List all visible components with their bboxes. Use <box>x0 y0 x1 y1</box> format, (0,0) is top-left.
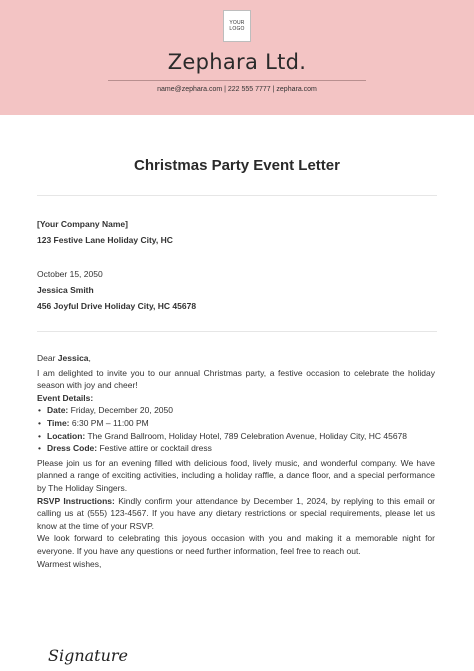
address-divider <box>37 331 437 332</box>
list-item: • Date: Friday, December 20, 2050 <box>37 404 435 417</box>
letter-body <box>37 352 435 570</box>
logo-text-line2: LOGO <box>229 26 245 32</box>
logo-text-line1: YOUR <box>229 20 245 26</box>
list-item: • Location: The Grand Ballroom, Holiday Hotel, 789 Celebration Avenue, Holiday City, HC 45678 <box>37 430 435 443</box>
event-details-list <box>37 404 435 454</box>
event-details-heading: Event Details: <box>37 392 94 403</box>
rsvp-paragraph: RSVP Instructions: Kindly confirm your attendance by December 1, 2024, by replying to this email or calling us at (555) 123-4567. If you have any dietary restrictions or special requirements, please let us know at the time of your RSVP. <box>37 495 436 531</box>
company-name: Zephara Ltd. <box>167 50 307 74</box>
signature: Signature <box>48 646 129 665</box>
recipient-name: Jessica Smith <box>37 285 94 295</box>
list-item: • Time: 6:30 PM – 11:00 PM <box>37 417 435 430</box>
sender-address: 123 Festive Lane Holiday City, HC <box>37 235 173 245</box>
letter-date: October 15, 2050 <box>37 269 103 279</box>
sign-off: Warmest wishes, <box>37 558 102 569</box>
letterhead <box>0 0 474 115</box>
contact-info: name@zephara.com | 222 555 7777 | zephara.com <box>157 86 317 93</box>
logo-placeholder <box>223 10 251 42</box>
recipient-address: 456 Joyful Drive Holiday City, HC 45678 <box>37 301 197 311</box>
greeting-name: Jessica <box>57 353 89 363</box>
letter-title: Christmas Party Event Letter <box>134 157 340 174</box>
closing-paragraph: We look forward to celebrating this joyous occasion with you and making it a memorable night for everyone. If you have any questions or need further information, feel free to reach out. <box>37 533 435 556</box>
greeting: Dear Jessica, <box>37 353 91 363</box>
list-item: • Dress Code: Festive attire or cocktail dress <box>37 442 435 455</box>
intro-paragraph: I am delighted to invite you to our annual Christmas party, a festive occasion to celebrate the holiday season with joy and cheer! <box>37 367 435 391</box>
title-divider <box>37 195 437 196</box>
rsvp-label: RSVP Instructions: <box>37 495 115 506</box>
sender-name: [Your Company Name] <box>37 219 128 229</box>
header-divider <box>108 80 366 81</box>
activities-paragraph: Please join us for an evening filled with delicious food, lively music, and wonderful company. We have planned a range of exciting activities, including a holiday raffle, a dance floor, and a special performance by The Holiday Singers. <box>37 457 435 493</box>
